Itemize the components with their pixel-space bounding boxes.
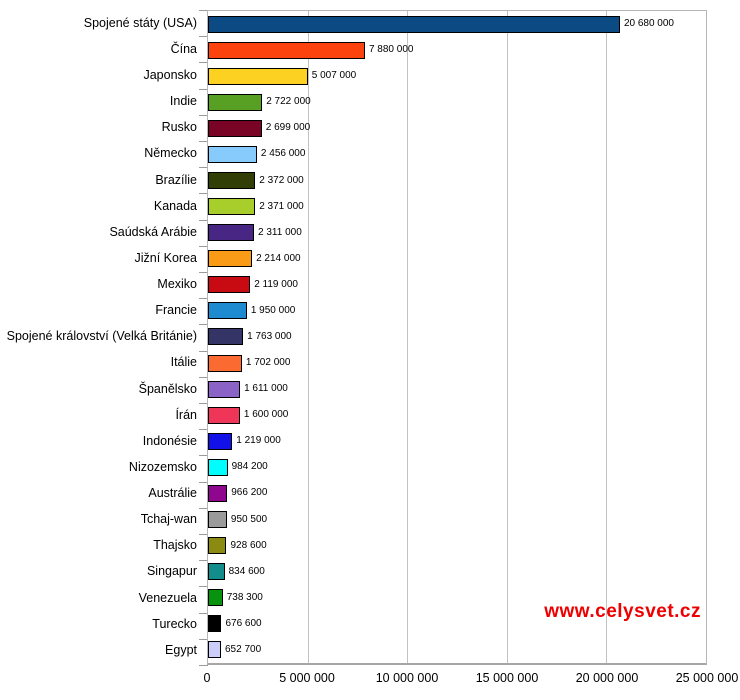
category-label: Japonsko [143, 68, 197, 83]
category-label: Venezuela [138, 590, 197, 605]
bar-value-label: 676 600 [225, 617, 262, 629]
category-labels [0, 10, 197, 663]
bar [208, 615, 221, 632]
bar [208, 485, 227, 502]
bar-value-label: 1 600 000 [243, 409, 289, 421]
bar-row [208, 506, 706, 532]
bar-value-label: 1 702 000 [245, 357, 291, 369]
bar [208, 172, 255, 189]
category-label: Egypt [165, 642, 197, 657]
category-label: Brazílie [155, 172, 197, 187]
bar-row [208, 63, 706, 89]
bar-row [208, 246, 706, 272]
bar-value-label: 950 500 [230, 513, 268, 525]
category-label: Tchaj-wan [140, 512, 197, 527]
category-label: Spojené státy (USA) [83, 15, 197, 30]
bar-value-label: 5 007 000 [311, 70, 357, 82]
bar [208, 276, 250, 293]
bar-value-label: 652 700 [225, 643, 262, 655]
category-label: Rusko [161, 120, 197, 135]
category-label: Indie [169, 94, 197, 109]
bar-value-label: 2 371 000 [259, 200, 304, 212]
bar [208, 94, 262, 111]
bar [208, 328, 243, 345]
bar [208, 16, 620, 33]
bar-row [208, 89, 706, 115]
bar [208, 146, 257, 163]
category-label: Nizozemsko [128, 459, 197, 474]
bar-row [208, 194, 706, 220]
category-label: Singapur [146, 564, 197, 579]
bar [208, 407, 240, 424]
bar-row [208, 428, 706, 454]
bar-row [208, 37, 706, 63]
category-label: Čína [170, 41, 197, 56]
bar [208, 381, 240, 398]
x-axis-tick-label: 25 000 000 [675, 671, 739, 685]
x-axis-tick-label: 0 [203, 671, 211, 685]
category-label: Jižní Korea [134, 250, 197, 265]
bar-value-label: 2 311 000 [258, 226, 302, 238]
x-axis-tick-label: 10 000 000 [375, 671, 439, 685]
category-label: Turecko [152, 616, 197, 631]
bar [208, 511, 227, 528]
watermark-text: www.celysvet.cz [544, 601, 701, 622]
bar-row [208, 220, 706, 246]
bar-value-label: 738 300 [226, 591, 263, 603]
bar [208, 589, 223, 606]
bar-value-label: 1 611 000 [244, 383, 288, 395]
bar-value-label: 2 722 000 [266, 96, 311, 108]
bar-row [208, 454, 706, 480]
bar [208, 641, 221, 658]
plot-area [207, 10, 707, 665]
bar-value-label: 928 600 [230, 539, 267, 551]
bar [208, 302, 247, 319]
bar-row [208, 324, 706, 350]
bar [208, 42, 365, 59]
bar-row [208, 350, 706, 376]
bar [208, 224, 254, 241]
bar-value-label: 20 680 000 [623, 18, 674, 30]
bar-value-label: 7 880 000 [368, 44, 414, 56]
category-label: Saúdská Arábie [109, 224, 197, 239]
bar-row [208, 637, 706, 663]
bar-row [208, 559, 706, 585]
bar-value-label: 966 200 [231, 487, 268, 499]
x-axis [0, 672, 740, 690]
category-label: Španělsko [138, 381, 197, 396]
category-label: Indonésie [142, 433, 197, 448]
y-axis-tick [199, 665, 208, 666]
category-label: Německo [144, 146, 197, 161]
bar-row [208, 115, 706, 141]
category-label: Francie [155, 303, 197, 318]
category-label: Kanada [153, 198, 197, 213]
bar-row [208, 402, 706, 428]
category-label: Mexiko [157, 277, 197, 292]
bar-value-label: 2 119 000 [254, 278, 298, 290]
bar-value-label: 1 763 000 [247, 330, 292, 342]
bar [208, 563, 225, 580]
bar-row [208, 272, 706, 298]
bar [208, 433, 232, 450]
bar [208, 68, 308, 85]
bar [208, 120, 262, 137]
bar-value-label: 2 456 000 [260, 148, 306, 160]
bar [208, 250, 252, 267]
x-axis-tick-label: 5 000 000 [279, 671, 335, 685]
bar [208, 198, 255, 215]
bar-row [208, 11, 706, 37]
bar-value-label: 834 600 [228, 565, 265, 577]
bar-value-label: 2 214 000 [256, 252, 301, 264]
bar-value-label: 984 200 [231, 461, 268, 473]
bar-value-label: 1 219 000 [236, 435, 281, 447]
bar-row [208, 480, 706, 506]
bar-row [208, 533, 706, 559]
bar [208, 355, 242, 372]
bar-row [208, 167, 706, 193]
category-label: Írán [175, 407, 197, 422]
x-axis-tick-label: 20 000 000 [575, 671, 639, 685]
bar [208, 459, 228, 476]
bar-row [208, 141, 706, 167]
category-label: Austrálie [148, 486, 197, 501]
bar [208, 537, 226, 554]
bar-row [208, 298, 706, 324]
category-label: Itálie [170, 355, 197, 370]
bar-value-label: 2 372 000 [259, 174, 304, 186]
bar-value-label: 1 950 000 [250, 304, 296, 316]
x-axis-tick-label: 15 000 000 [475, 671, 539, 685]
category-label: Thajsko [153, 538, 197, 553]
bar-value-label: 2 699 000 [265, 122, 311, 134]
category-label: Spojené království (Velká Británie) [6, 329, 197, 344]
bar-row [208, 376, 706, 402]
